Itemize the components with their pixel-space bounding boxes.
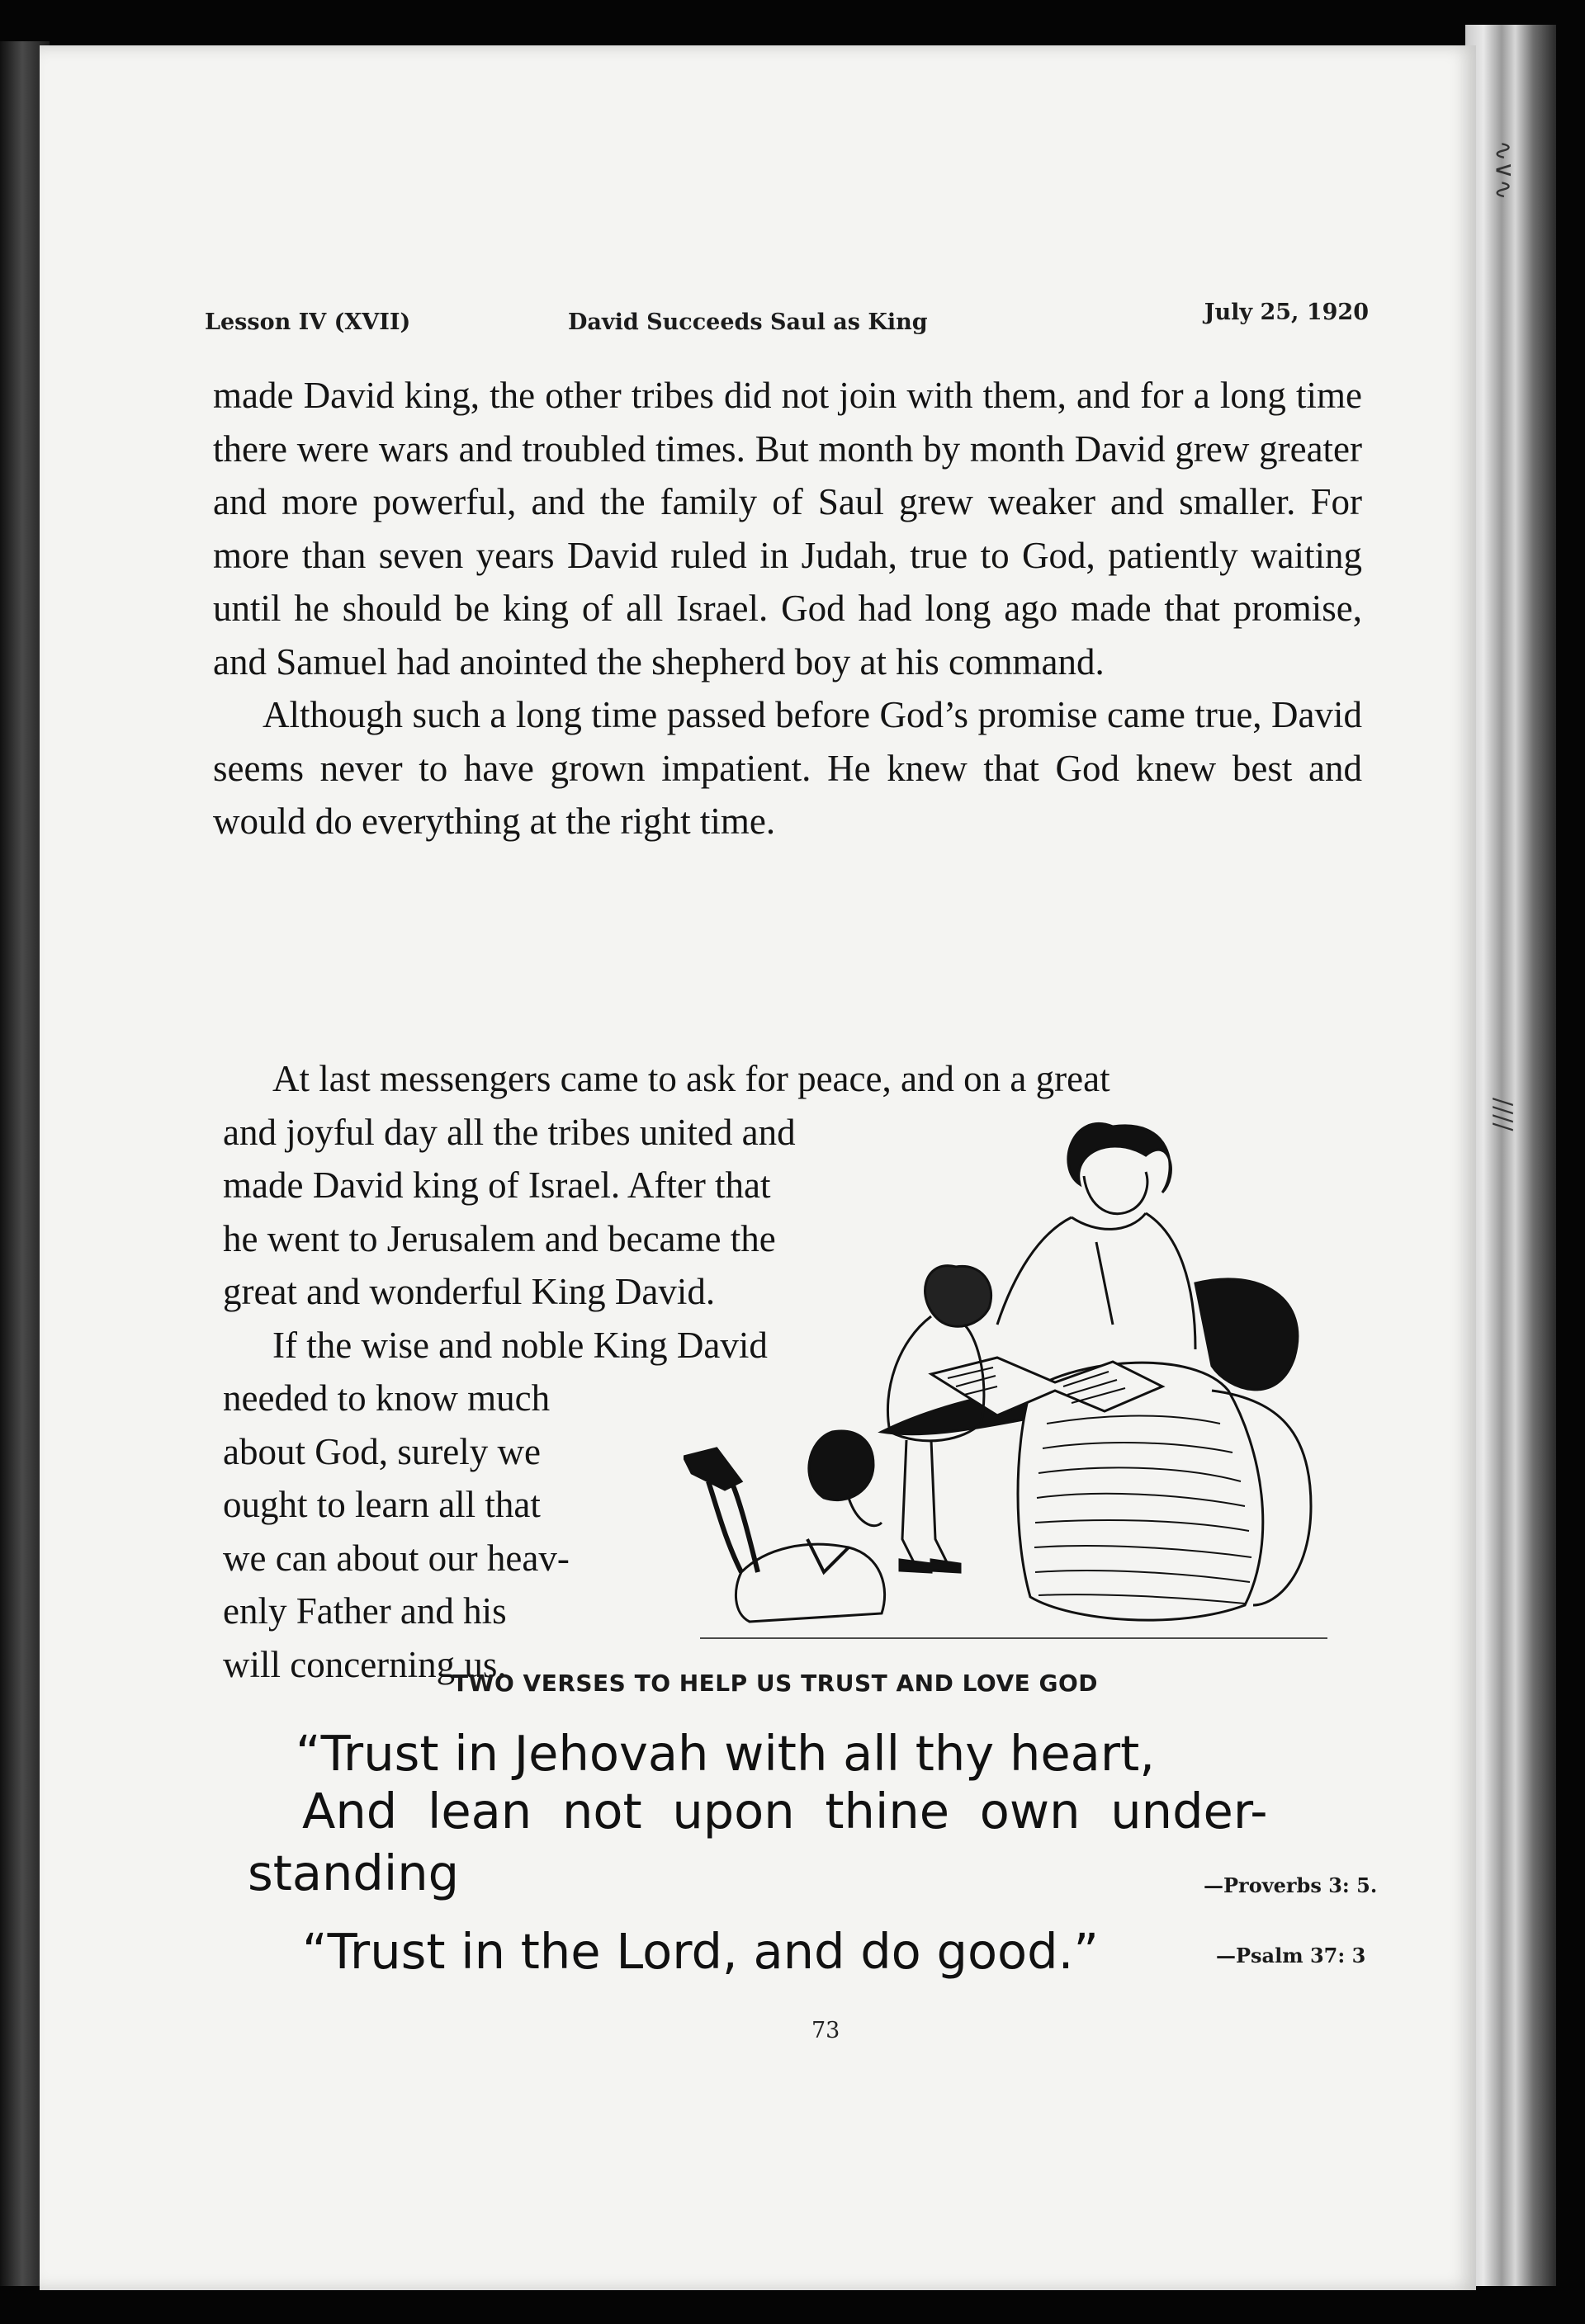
verse-1-line-3: standing [248, 1845, 460, 1901]
running-head [205, 300, 1369, 342]
paragraph-4-line: If the wise and noble King David [272, 1324, 768, 1366]
mother-blouse [997, 1213, 1195, 1349]
page-number: 73 [811, 2018, 840, 2043]
paragraph-4-line: needed to know much [223, 1377, 551, 1419]
mother-hair [1068, 1123, 1171, 1193]
verse-1-line-1: “Trust in Jehovah with all thy heart, [296, 1725, 1155, 1782]
boy-body [736, 1544, 884, 1622]
paragraph-3-line: At last messengers came to ask for peace, and on a great [272, 1058, 1110, 1099]
paragraph-4-line: ought to learn all that [223, 1484, 541, 1525]
girl-hair [925, 1266, 991, 1327]
boy-legs [708, 1481, 758, 1572]
spine-handwriting-mark: ∕∕∕∕ [1488, 1098, 1517, 1131]
boy-hair [809, 1431, 873, 1500]
paragraph-2: Although such a long time passed before God’s promise came true, David seems never to have grown impatient. He knew that God knew best and would do everything at the right time. [213, 694, 1362, 842]
mother-skirt [1018, 1363, 1263, 1620]
girl-shoe [900, 1560, 960, 1572]
paragraph-3-line: he went to Jerusalem and became the [223, 1217, 776, 1259]
girl-legs [902, 1440, 948, 1564]
paragraph-4-line: we can about our heav- [223, 1537, 570, 1579]
paragraph-4-line: about God, surely we [223, 1430, 541, 1472]
verse-2-citation: —Psalm 37: 3 [1216, 1944, 1366, 1967]
boy-shoe [684, 1448, 741, 1490]
paragraph-3-line: and joyful day all the tribes united and [223, 1111, 796, 1153]
mother-face [1084, 1172, 1147, 1214]
paragraph-3-line: great and wonderful King David. [223, 1271, 716, 1312]
paragraph-4-line: will concerning us. [223, 1643, 507, 1685]
book-page [40, 45, 1476, 2290]
dark-shawl [1195, 1279, 1298, 1390]
paragraph-4-line: enly Father and his [223, 1590, 507, 1632]
family-reading-illustration [684, 1077, 1402, 1655]
spine-handwriting-mark: ∿∧∿ [1488, 140, 1517, 201]
verse-2: “Trust in the Lord, and do good.” [302, 1923, 1099, 1980]
verse-1-line-2: And lean not upon thine own under- [302, 1783, 1268, 1840]
lesson-date: July 25, 1920 [1204, 300, 1369, 325]
lesson-title: David Succeeds Saul as King [568, 309, 928, 335]
verse-1-citation: —Proverbs 3: 5. [1204, 1873, 1378, 1897]
verses-heading: TWO VERSES TO HELP US TRUST AND LOVE GOD [452, 1670, 1099, 1697]
lesson-label: Lesson IV (XVII) [205, 309, 411, 335]
paragraph-3-line: made David king of Israel. After that [223, 1164, 771, 1206]
boy-face [849, 1498, 882, 1526]
body-text [213, 369, 1362, 848]
paragraph-1: made David king, the other tribes did not join with them, and for a long time there were wars and troubled times. But month by month David grew greater and more powerful, and the family of Saul grew weaker and smaller. For more than seven years David ruled in Judah, true to God, patiently waiting until he should be king of all Israel. God had long ago made that promise, and Samuel had anointed the shepherd boy at his command. [213, 375, 1362, 683]
book-spine [1465, 25, 1556, 2286]
